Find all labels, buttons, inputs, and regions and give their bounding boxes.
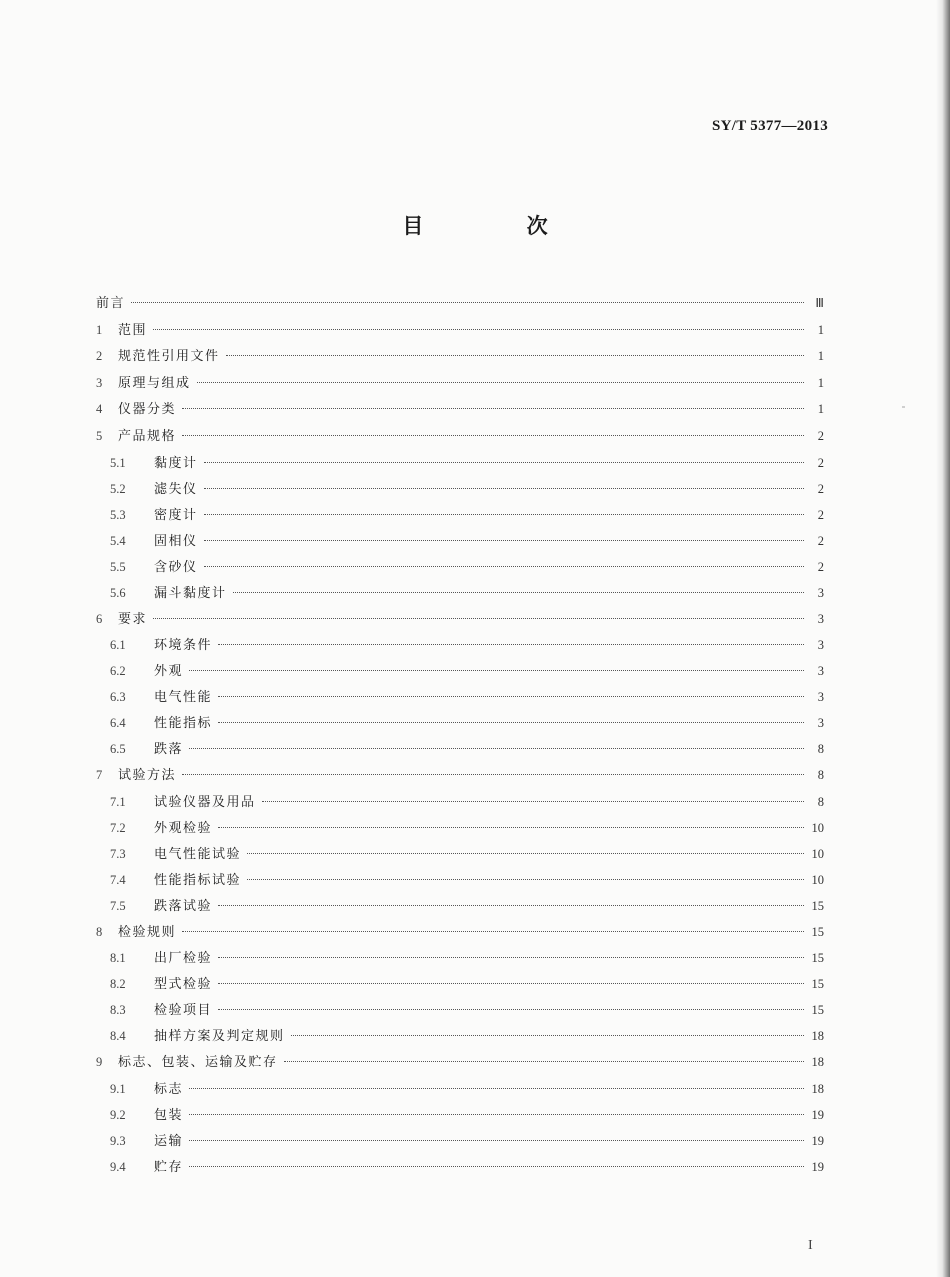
toc-entry xyxy=(96,528,824,554)
toc-entry xyxy=(96,789,824,815)
toc-entry-page: 19 xyxy=(811,1107,824,1122)
toc-entry xyxy=(96,554,824,580)
dot-leader xyxy=(218,905,804,906)
dot-leader xyxy=(218,696,804,697)
toc-entry xyxy=(96,815,824,841)
toc-entry xyxy=(96,1154,824,1180)
toc-entry-label: 仪器分类 xyxy=(118,402,177,418)
toc-entry-label: 范围 xyxy=(118,322,148,338)
toc-entry-label: 性能指标 xyxy=(154,716,213,732)
dot-leader xyxy=(218,644,804,645)
toc-entry-number: 1 xyxy=(96,322,103,337)
toc-entry-number: 9.1 xyxy=(110,1081,126,1096)
toc-entry-number: 6.5 xyxy=(110,742,126,757)
toc-entry-page: 18 xyxy=(811,1029,824,1044)
toc-entry-number: 8.3 xyxy=(110,1003,126,1018)
toc-entry xyxy=(96,423,824,450)
toc-entry xyxy=(96,1128,824,1154)
toc-entry-page: 8 xyxy=(817,794,824,809)
toc-entry-number: 6 xyxy=(96,611,103,626)
toc-entry-page: Ⅲ xyxy=(815,296,824,310)
toc-entry-number: 9.3 xyxy=(110,1133,126,1148)
toc-entry-label: 出厂检验 xyxy=(154,951,213,967)
toc-entry-page: 1 xyxy=(817,349,824,364)
toc-entry-number: 4 xyxy=(96,402,103,417)
toc-entry-number: 9 xyxy=(96,1055,103,1070)
toc-entry-label: 贮存 xyxy=(154,1159,184,1175)
toc-entry xyxy=(96,1076,824,1102)
toc-entry-number: 6.4 xyxy=(110,716,126,731)
toc-entry-label: 含砂仪 xyxy=(154,559,198,575)
toc-entry-number: 5.2 xyxy=(110,481,126,496)
dot-leader xyxy=(247,853,804,854)
toc-entry-page: 1 xyxy=(817,402,824,417)
toc-entry-label: 前言 xyxy=(96,296,126,311)
toc-entry-number: 5 xyxy=(96,428,103,443)
toc-entry xyxy=(96,945,824,971)
toc-entry xyxy=(96,290,824,317)
toc-entry-label: 跌落试验 xyxy=(154,898,213,914)
toc-entry-number: 8.1 xyxy=(110,951,126,966)
toc-entry-page: 15 xyxy=(811,898,824,913)
toc-entry xyxy=(96,370,824,397)
toc-entry-label: 滤失仪 xyxy=(154,481,198,497)
toc-entry-page: 2 xyxy=(817,455,824,470)
toc-entry xyxy=(96,971,824,997)
toc-entry-page: 3 xyxy=(817,664,824,679)
dot-leader xyxy=(218,722,804,723)
toc-entry-page: 1 xyxy=(817,322,824,337)
toc-entry xyxy=(96,1102,824,1128)
toc-entry-label: 规范性引用文件 xyxy=(118,349,220,365)
page-title: 目 次 xyxy=(402,214,596,238)
toc-entry xyxy=(96,736,824,762)
toc-entry-number: 5.6 xyxy=(110,585,126,600)
toc-entry-page: 19 xyxy=(811,1133,824,1148)
toc-entry-label: 漏斗黏度计 xyxy=(154,585,227,601)
dot-leader xyxy=(182,408,804,409)
dot-leader xyxy=(182,931,804,932)
toc-entry-page: 3 xyxy=(817,611,824,626)
dot-leader xyxy=(233,592,804,593)
toc-entry xyxy=(96,684,824,710)
toc-entry xyxy=(96,1023,824,1049)
toc-entry-label: 产品规格 xyxy=(118,428,177,444)
toc-entry-number: 6.3 xyxy=(110,690,126,705)
toc-entry-number: 5.5 xyxy=(110,559,126,574)
toc-entry-label: 包装 xyxy=(154,1107,184,1123)
toc-entry xyxy=(96,919,824,946)
toc-entry-label: 试验仪器及用品 xyxy=(154,794,256,810)
toc-entry xyxy=(96,396,824,423)
standard-code: SY/T 5377—2013 xyxy=(711,118,828,134)
toc-entry-label: 跌落 xyxy=(154,742,184,758)
toc-entry-label: 标志、包装、运输及贮存 xyxy=(118,1055,278,1071)
toc-entry-label: 原理与组成 xyxy=(118,375,191,391)
toc-entry-number: 8 xyxy=(96,924,103,939)
page-number: I xyxy=(808,1238,813,1253)
toc-entry-page: 2 xyxy=(817,428,824,443)
toc-entry-number: 3 xyxy=(96,375,103,390)
toc-entry xyxy=(96,502,824,528)
toc-entry-page: 2 xyxy=(817,481,824,496)
toc-entry-page: 8 xyxy=(817,742,824,757)
toc-entry-label: 外观 xyxy=(154,664,184,680)
toc-entry-label: 密度计 xyxy=(154,507,198,523)
toc-entry xyxy=(96,1049,824,1076)
dot-leader xyxy=(153,329,804,330)
toc-entry-number: 9.2 xyxy=(110,1107,126,1122)
page-edge-shadow xyxy=(936,0,950,1277)
dot-leader xyxy=(204,540,804,541)
toc-entry-label: 黏度计 xyxy=(154,455,198,471)
toc-entry-number: 8.2 xyxy=(110,977,126,992)
toc-entry-page: 2 xyxy=(817,533,824,548)
dot-leader xyxy=(189,1114,804,1115)
toc-entry-number: 6.1 xyxy=(110,638,126,653)
toc-entry-page: 1 xyxy=(817,375,824,390)
toc-entry-label: 电气性能试验 xyxy=(154,846,242,862)
toc-entry xyxy=(96,658,824,684)
toc-entry-page: 15 xyxy=(811,951,824,966)
toc-entry-page: 15 xyxy=(811,924,824,939)
toc-entry-number: 7.2 xyxy=(110,820,126,835)
toc-entry xyxy=(96,997,824,1023)
toc-entry-number: 7 xyxy=(96,768,103,783)
toc-entry-label: 固相仪 xyxy=(154,533,198,549)
dot-leader xyxy=(204,488,804,489)
dot-leader xyxy=(153,618,804,619)
toc-entry-number: 7.5 xyxy=(110,898,126,913)
toc-entry-label: 外观检验 xyxy=(154,820,213,836)
toc-entry-label: 运输 xyxy=(154,1133,184,1149)
dot-leader xyxy=(284,1061,804,1062)
toc-entry-label: 性能指标试验 xyxy=(154,872,242,888)
toc-entry-page: 10 xyxy=(811,846,824,861)
toc-entry-page: 18 xyxy=(811,1055,824,1070)
dot-leader xyxy=(182,774,804,775)
toc-entry-number: 6.2 xyxy=(110,664,126,679)
dot-leader xyxy=(189,1140,804,1141)
toc-entry xyxy=(96,762,824,789)
toc-entry-page: 3 xyxy=(817,716,824,731)
dot-leader xyxy=(197,382,804,383)
toc-entry-page: 15 xyxy=(811,977,824,992)
toc-entry-page: 2 xyxy=(817,507,824,522)
dot-leader xyxy=(247,879,804,880)
toc-entry-label: 抽样方案及判定规则 xyxy=(154,1029,285,1045)
dot-leader xyxy=(131,302,804,303)
toc-entry-label: 电气性能 xyxy=(154,690,213,706)
toc-entry-number: 8.4 xyxy=(110,1029,126,1044)
dot-leader xyxy=(291,1035,804,1036)
toc-entry-page: 19 xyxy=(811,1159,824,1174)
toc-entry-label: 试验方法 xyxy=(118,768,177,784)
toc-entry-label: 检验规则 xyxy=(118,924,177,940)
toc-entry-number: 7.1 xyxy=(110,794,126,809)
toc-entry-number: 7.4 xyxy=(110,872,126,887)
toc-entry-page: 15 xyxy=(811,1003,824,1018)
toc-entry-number: 5.4 xyxy=(110,533,126,548)
toc-entry-number: 5.3 xyxy=(110,507,126,522)
toc-entry xyxy=(96,343,824,370)
toc-entry-number: 7.3 xyxy=(110,846,126,861)
toc-entry-page: 3 xyxy=(817,585,824,600)
toc-entry-number: 5.1 xyxy=(110,455,126,470)
table-of-contents xyxy=(96,290,824,1180)
toc-entry-page: 10 xyxy=(811,872,824,887)
toc-entry xyxy=(96,317,824,344)
toc-entry xyxy=(96,450,824,476)
toc-entry-number: 9.4 xyxy=(110,1159,126,1174)
toc-entry-label: 型式检验 xyxy=(154,977,213,993)
dot-leader xyxy=(262,801,804,802)
toc-entry-label: 标志 xyxy=(154,1081,184,1097)
toc-entry xyxy=(96,580,824,606)
dot-leader xyxy=(218,827,804,828)
toc-entry-label: 检验项目 xyxy=(154,1003,213,1019)
toc-entry-page: 10 xyxy=(811,820,824,835)
toc-entry xyxy=(96,867,824,893)
dot-leader xyxy=(204,514,804,515)
toc-entry xyxy=(96,606,824,633)
dot-leader xyxy=(189,748,804,749)
toc-entry xyxy=(96,841,824,867)
toc-entry-label: 要求 xyxy=(118,611,148,627)
toc-entry-page: 3 xyxy=(817,638,824,653)
dot-leader xyxy=(189,1088,804,1089)
dot-leader xyxy=(204,462,804,463)
toc-entry xyxy=(96,710,824,736)
toc-entry-page: 3 xyxy=(817,690,824,705)
scan-speck xyxy=(902,406,905,408)
dot-leader xyxy=(189,670,804,671)
dot-leader xyxy=(218,957,804,958)
toc-entry xyxy=(96,893,824,919)
toc-entry-label: 环境条件 xyxy=(154,638,213,654)
dot-leader xyxy=(189,1166,804,1167)
toc-entry-page: 8 xyxy=(817,768,824,783)
dot-leader xyxy=(204,566,804,567)
toc-entry-number: 2 xyxy=(96,349,103,364)
toc-entry-page: 2 xyxy=(817,559,824,574)
dot-leader xyxy=(226,355,804,356)
dot-leader xyxy=(182,435,804,436)
dot-leader xyxy=(218,983,804,984)
toc-entry-page: 18 xyxy=(811,1081,824,1096)
toc-entry xyxy=(96,632,824,658)
dot-leader xyxy=(218,1009,804,1010)
toc-entry xyxy=(96,476,824,502)
